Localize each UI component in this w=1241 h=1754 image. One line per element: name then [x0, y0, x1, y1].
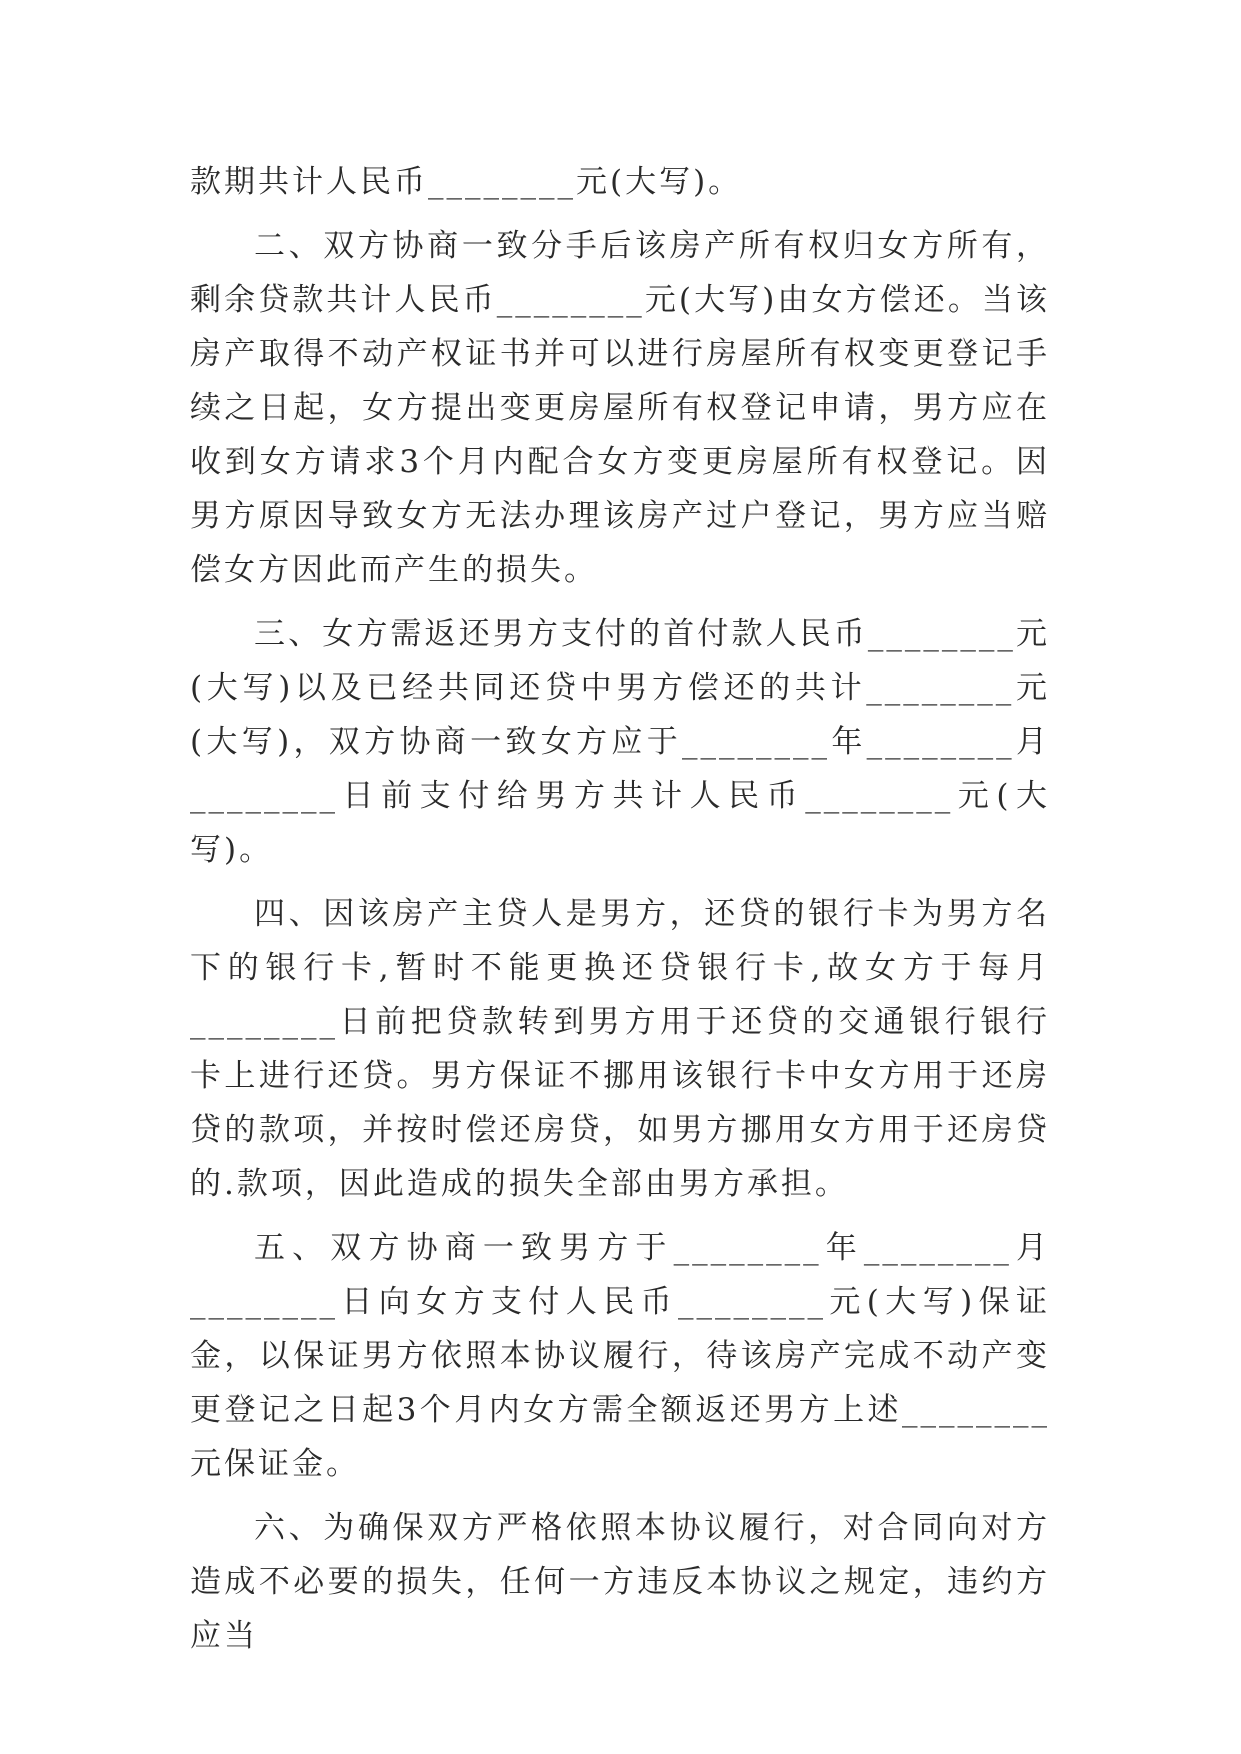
paragraph-clause-2: 二、双方协商一致分手后该房产所有权归女方所有，剩余贷款共计人民币________元(大写)由女方偿还。当该房产取得不动产权证书并可以进行房屋所有权变更登记手续之日起，女方提出变更房屋所有权登记申请，男方应在收到女方请求3个月内配合女方变更房屋所有权登记。因男方原因导致女方无法办理该房产过户登记，男方应当赔偿女方因此而产生的损失。: [190, 228, 1050, 588]
document-body: [190, 155, 1050, 1673]
paragraph-clause-5: 五、双方协商一致男方于________年________月________日向女方支付人民币________元(大写)保证金，以保证男方依照本协议履行，待该房产完成不动产变更登记之日起3个月内女方需全额返还男方上述________元保证金。: [190, 1230, 1050, 1482]
paragraph-clause-6: 六、为确保双方严格依照本协议履行，对合同向对方造成不必要的损失，任何一方违反本协议之规定，违约方应当: [190, 1510, 1050, 1654]
paragraph-clause-4: 四、因该房产主贷人是男方，还贷的银行卡为男方名下的银行卡,暂时不能更换还贷银行卡,故女方于每月________日前把贷款转到男方用于还贷的交通银行银行卡上进行还贷。男方保证不挪用该银行卡中女方用于还房贷的款项，并按时偿还房贷，如男方挪用女方用于还房贷的.款项，因此造成的损失全部由男方承担。: [190, 896, 1050, 1202]
paragraph-continuation: 款期共计人民币________元(大写)。: [190, 164, 743, 200]
paragraph-clause-3: 三、女方需返还男方支付的首付款人民币________元(大写)以及已经共同还贷中男方偿还的共计________元(大写)，双方协商一致女方应于________年________月________日前支付给男方共计人民币________元(大写)。: [190, 616, 1050, 868]
